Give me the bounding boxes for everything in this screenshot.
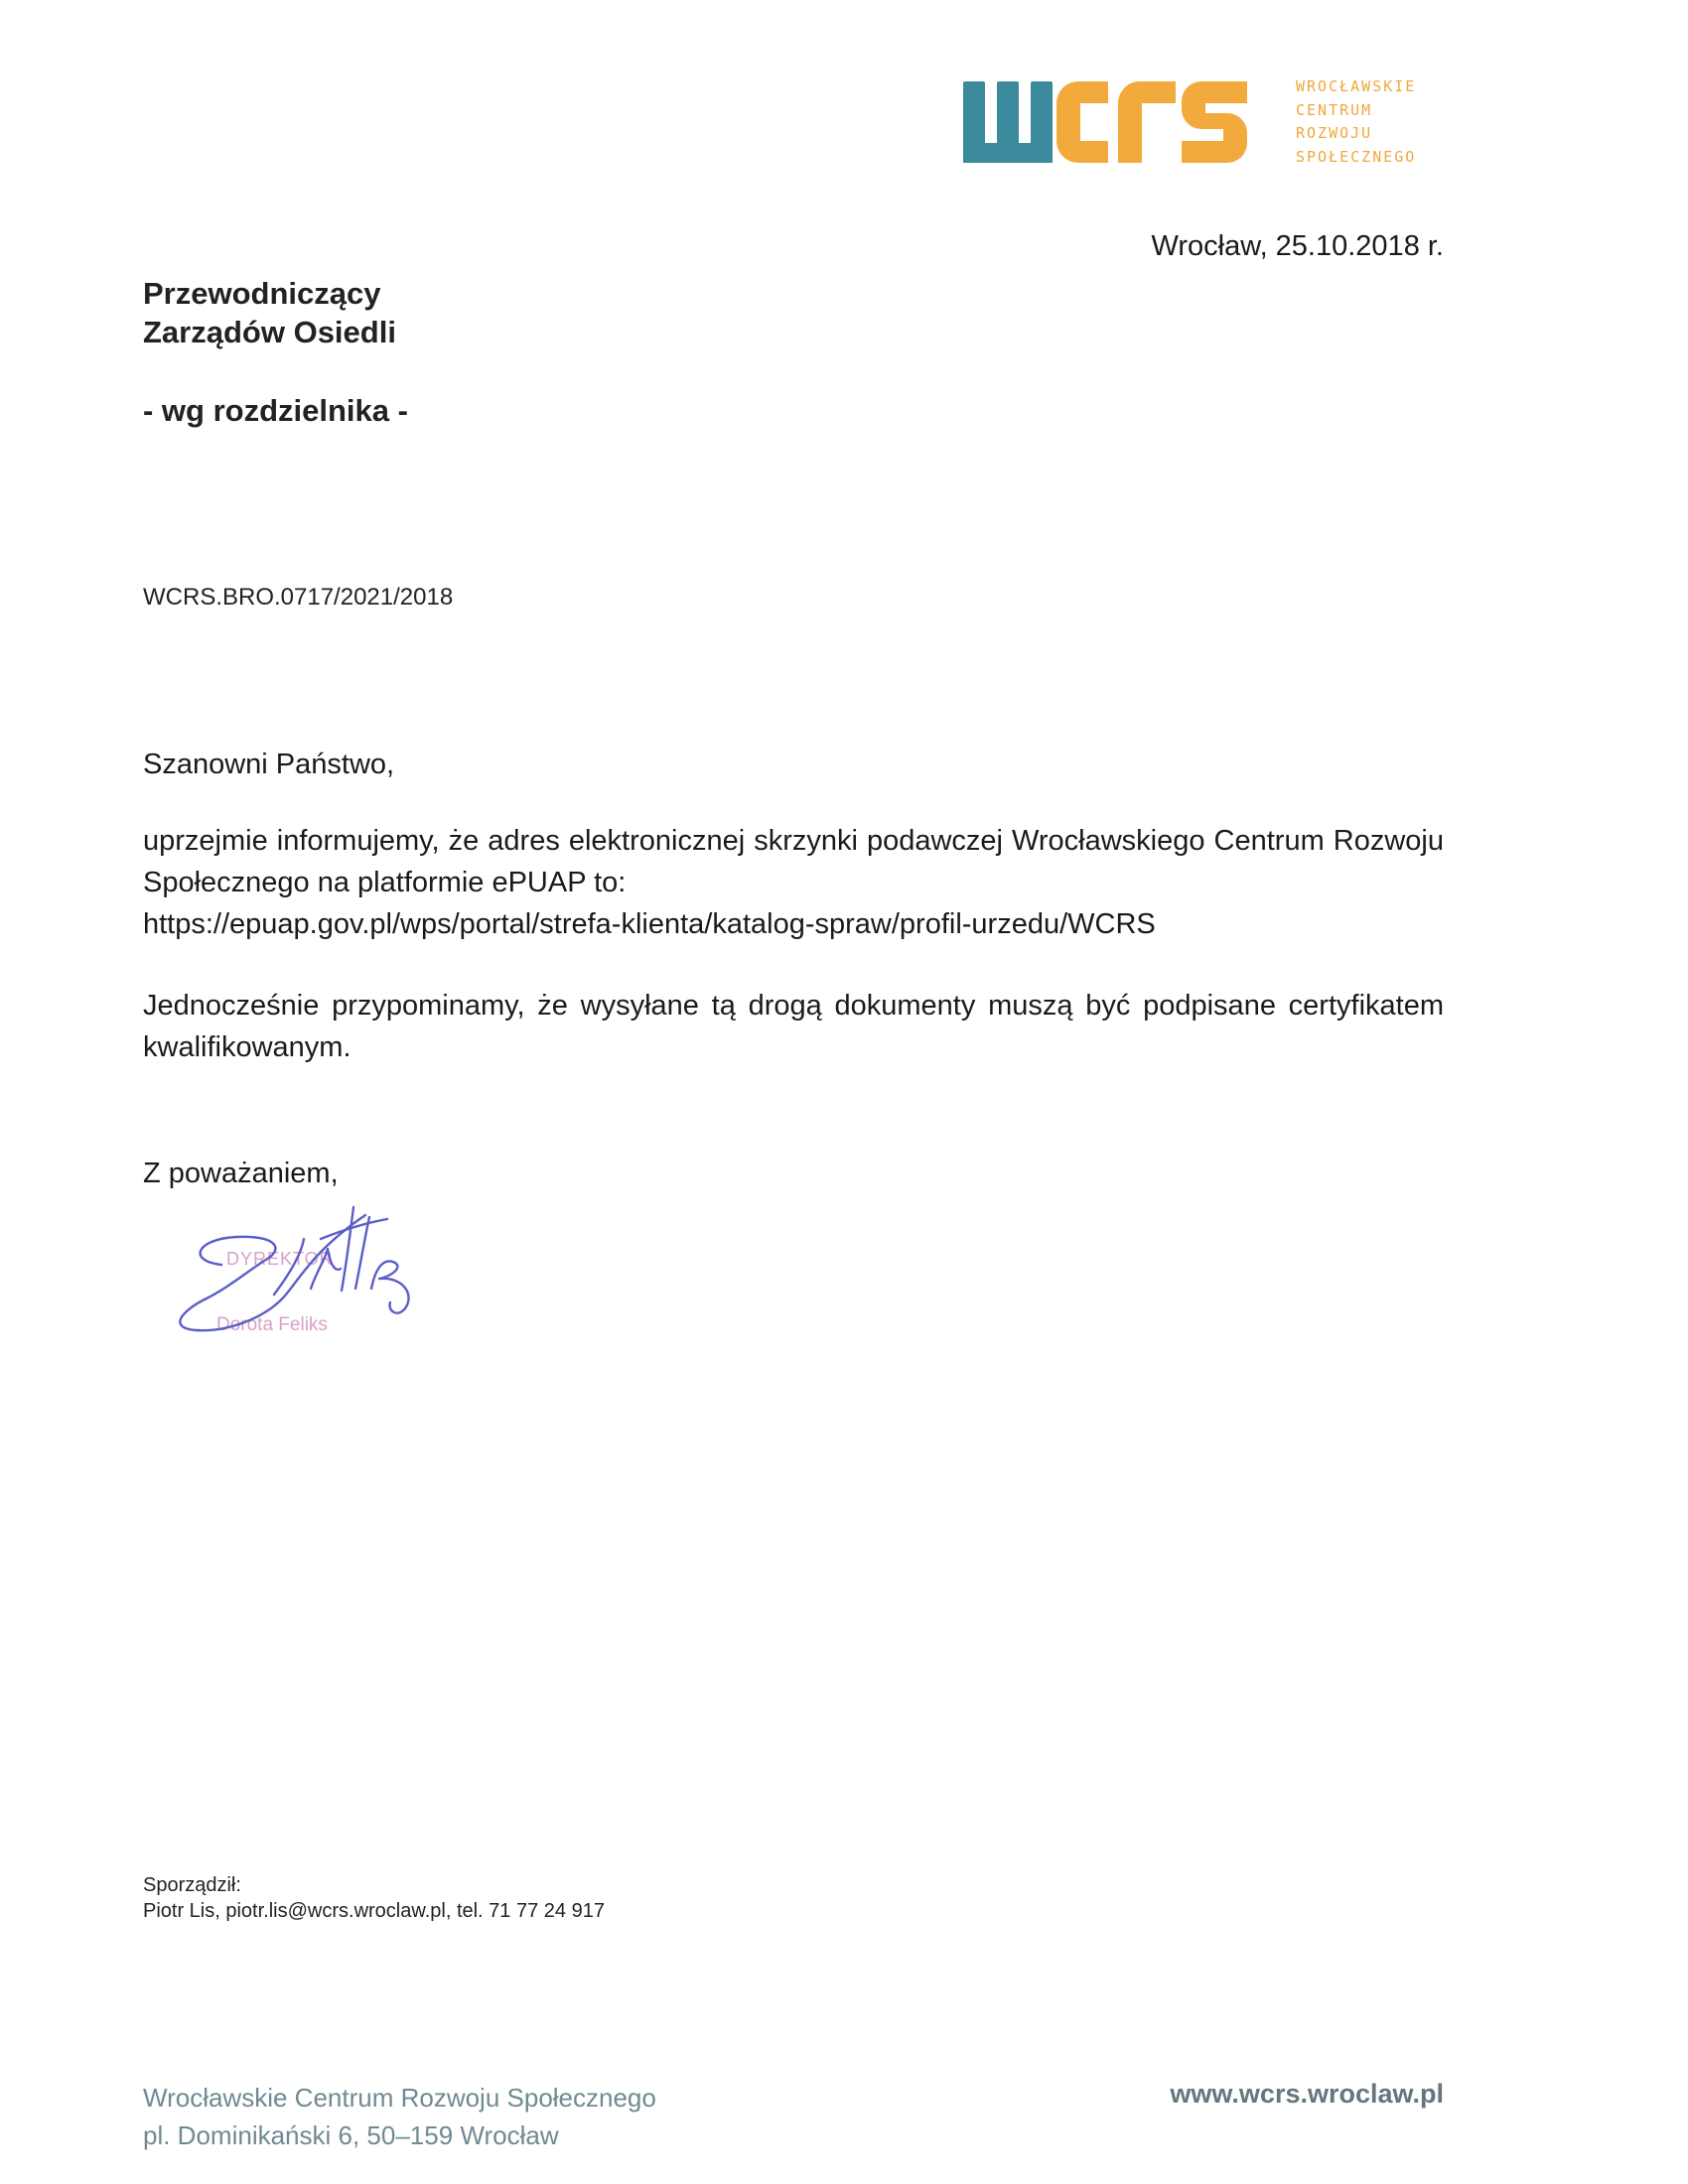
logo-tagline-line: CENTRUM [1296,100,1373,119]
paragraph-reminder: Jednocześnie przypominamy, że wysyłane tą drogą dokumenty muszą być podpisane certyfikatem kwalifikowanym. [143,990,1444,1063]
logo-tagline [1296,75,1450,169]
logo-tagline-line: SPOŁECZNEGO [1296,147,1417,166]
salutation: Szanowni Państwo, [143,749,395,780]
stamp-name: Dorota Feliks [216,1314,328,1335]
recipient-line2: Zarządów Osiedli [143,315,396,349]
paragraph-epuap-text: uprzejmie informujemy, że adres elektronicznej skrzynki podawczej Wrocławskiego Centrum Rozwoju Społecznego na platformie ePUAP to: [143,825,1444,898]
logo-tagline-line: ROZWOJU [1296,124,1373,142]
paragraph-epuap [143,820,1444,945]
epuap-url: https://epuap.gov.pl/wps/portal/strefa-klienta/katalog-spraw/profil-urzedu/WCRS [143,908,1156,940]
footer-organization: Wrocławskie Centrum Rozwoju Społecznego [143,2083,656,2113]
closing: Z poważaniem, [143,1158,339,1189]
logo-tagline-line: WROCŁAWSKIE [1296,77,1417,95]
recipient-line1: Przewodniczący [143,276,381,311]
stamp-title: DYREKTOR [226,1249,334,1269]
prepared-by-contact: Piotr Lis, piotr.lis@wcrs.wroclaw.pl, tel. 71 77 24 917 [143,1900,605,1922]
prepared-by-label: Sporządził: [143,1874,241,1896]
footer-website-link[interactable]: www.wcrs.wroclaw.pl [1170,2079,1444,2109]
reference-number: WCRS.BRO.0717/2021/2018 [143,584,454,611]
letter-date: Wrocław, 25.10.2018 r. [1151,230,1444,262]
signature-icon [167,1199,465,1358]
footer-address: pl. Dominikański 6, 50–159 Wrocław [143,2120,559,2150]
recipient [143,274,396,351]
distribution-note: - wg rozdzielnika - [143,393,408,428]
